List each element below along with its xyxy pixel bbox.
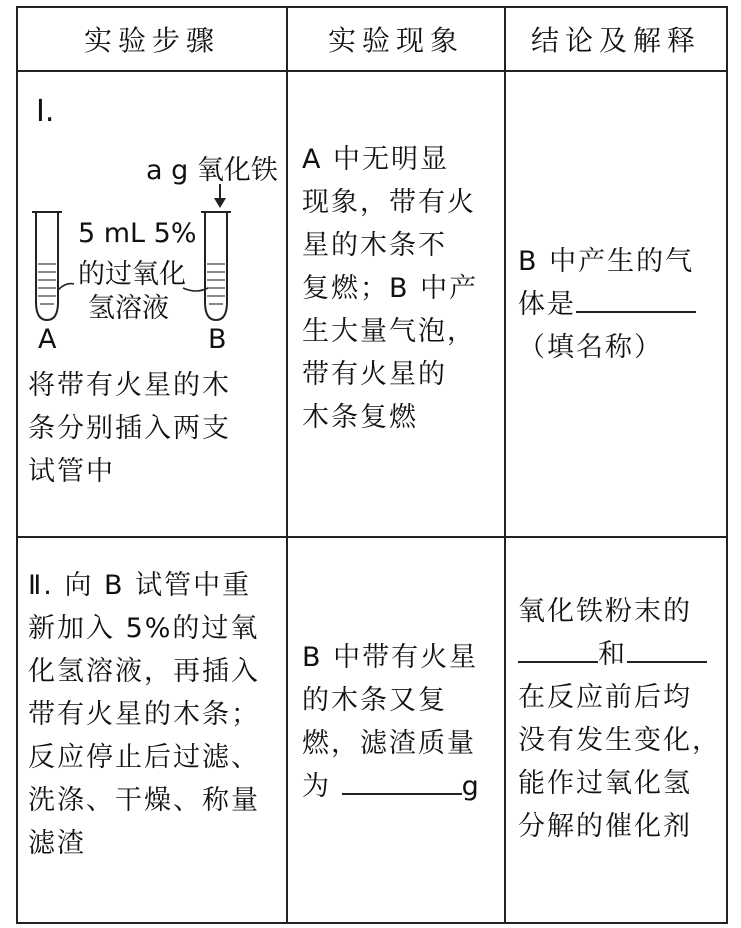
answer-blank[interactable] <box>576 285 696 313</box>
solution-label-1: 5 mL 5% <box>78 218 197 249</box>
text-line: 能作过氧化氢 <box>518 768 692 799</box>
text-line: B 中带有火星 <box>302 642 479 673</box>
unit-label: g <box>461 771 481 802</box>
text-line: 的木条又复 <box>302 685 447 716</box>
header-phenomena: 实验现象 <box>287 7 505 71</box>
text-segment: 体是 <box>518 289 576 320</box>
text-line: 在反应前后均 <box>518 682 692 713</box>
header-row <box>17 7 727 71</box>
text-line <box>302 765 504 808</box>
experiment-table <box>16 6 728 924</box>
row2-phenomena-text <box>288 538 504 808</box>
reagent-label: a g 氧化铁 <box>146 155 278 186</box>
text-line <box>518 283 726 326</box>
text-line: 条分别插入两支 <box>28 413 231 444</box>
text-line: 复燃；B 中产 <box>302 273 479 304</box>
text-line: 试管中 <box>28 456 115 487</box>
text-line: 分解的催化剂 <box>518 811 692 842</box>
row2-phenomena-cell <box>287 537 505 923</box>
row1-step-text <box>28 364 284 493</box>
text-line: 带有火星的 <box>302 359 447 390</box>
row1-conclusion-cell <box>505 71 727 537</box>
text-line: 星的木条不 <box>302 230 447 261</box>
text-line: 将带有火星的木 <box>28 370 231 401</box>
text-segment: 和 <box>598 639 627 670</box>
row1-conclusion-text <box>506 72 726 369</box>
text-line: A 中无明显 <box>302 144 450 175</box>
row2-step-text <box>18 538 286 865</box>
text-line: 氧化铁粉末的 <box>518 596 692 627</box>
header-conclusion: 结论及解释 <box>505 7 727 71</box>
text-line: 滤渣 <box>28 828 86 859</box>
text-line: B 中产生的气 <box>518 246 695 277</box>
answer-blank[interactable] <box>518 635 598 663</box>
solution-label-2: 的过氧化 <box>78 259 186 290</box>
table-row <box>17 71 727 537</box>
solution-label-3: 氢溶液 <box>88 293 169 324</box>
text-line: 木条复燃 <box>302 402 418 433</box>
text-line: 反应停止后过滤、 <box>28 742 260 773</box>
row2-steps-cell <box>17 537 287 923</box>
text-line: 燃，滤渣质量 <box>302 728 476 759</box>
text-line: 现象，带有火 <box>302 187 476 218</box>
text-line: 没有发生变化， <box>518 725 721 756</box>
row2-conclusion-text <box>506 538 726 848</box>
row1-phenomena-cell <box>287 71 505 537</box>
text-line: （填名称） <box>518 332 663 363</box>
row1-steps-cell <box>17 71 287 537</box>
header-steps: 实验步骤 <box>17 7 287 71</box>
table-row <box>17 537 727 923</box>
answer-blank[interactable] <box>342 767 462 795</box>
tube-a-label: A <box>38 324 57 355</box>
text-line: 生大量气泡， <box>302 316 476 347</box>
text-segment: 为 <box>302 771 331 802</box>
answer-blank[interactable] <box>627 635 707 663</box>
row2-conclusion-cell <box>505 537 727 923</box>
tube-b-label: B <box>208 324 227 355</box>
text-line: 洗涤、干燥、称量 <box>28 785 260 816</box>
text-line: 化氢溶液，再插入 <box>28 656 260 687</box>
text-line <box>518 633 726 676</box>
step-number: Ⅰ. <box>36 94 55 129</box>
text-line: 新加入 5%的过氧 <box>28 613 260 644</box>
text-line: Ⅱ. 向 B 试管中重 <box>28 570 252 601</box>
text-line: 带有火星的木条； <box>28 699 260 730</box>
row1-phenomena-text <box>288 72 504 439</box>
